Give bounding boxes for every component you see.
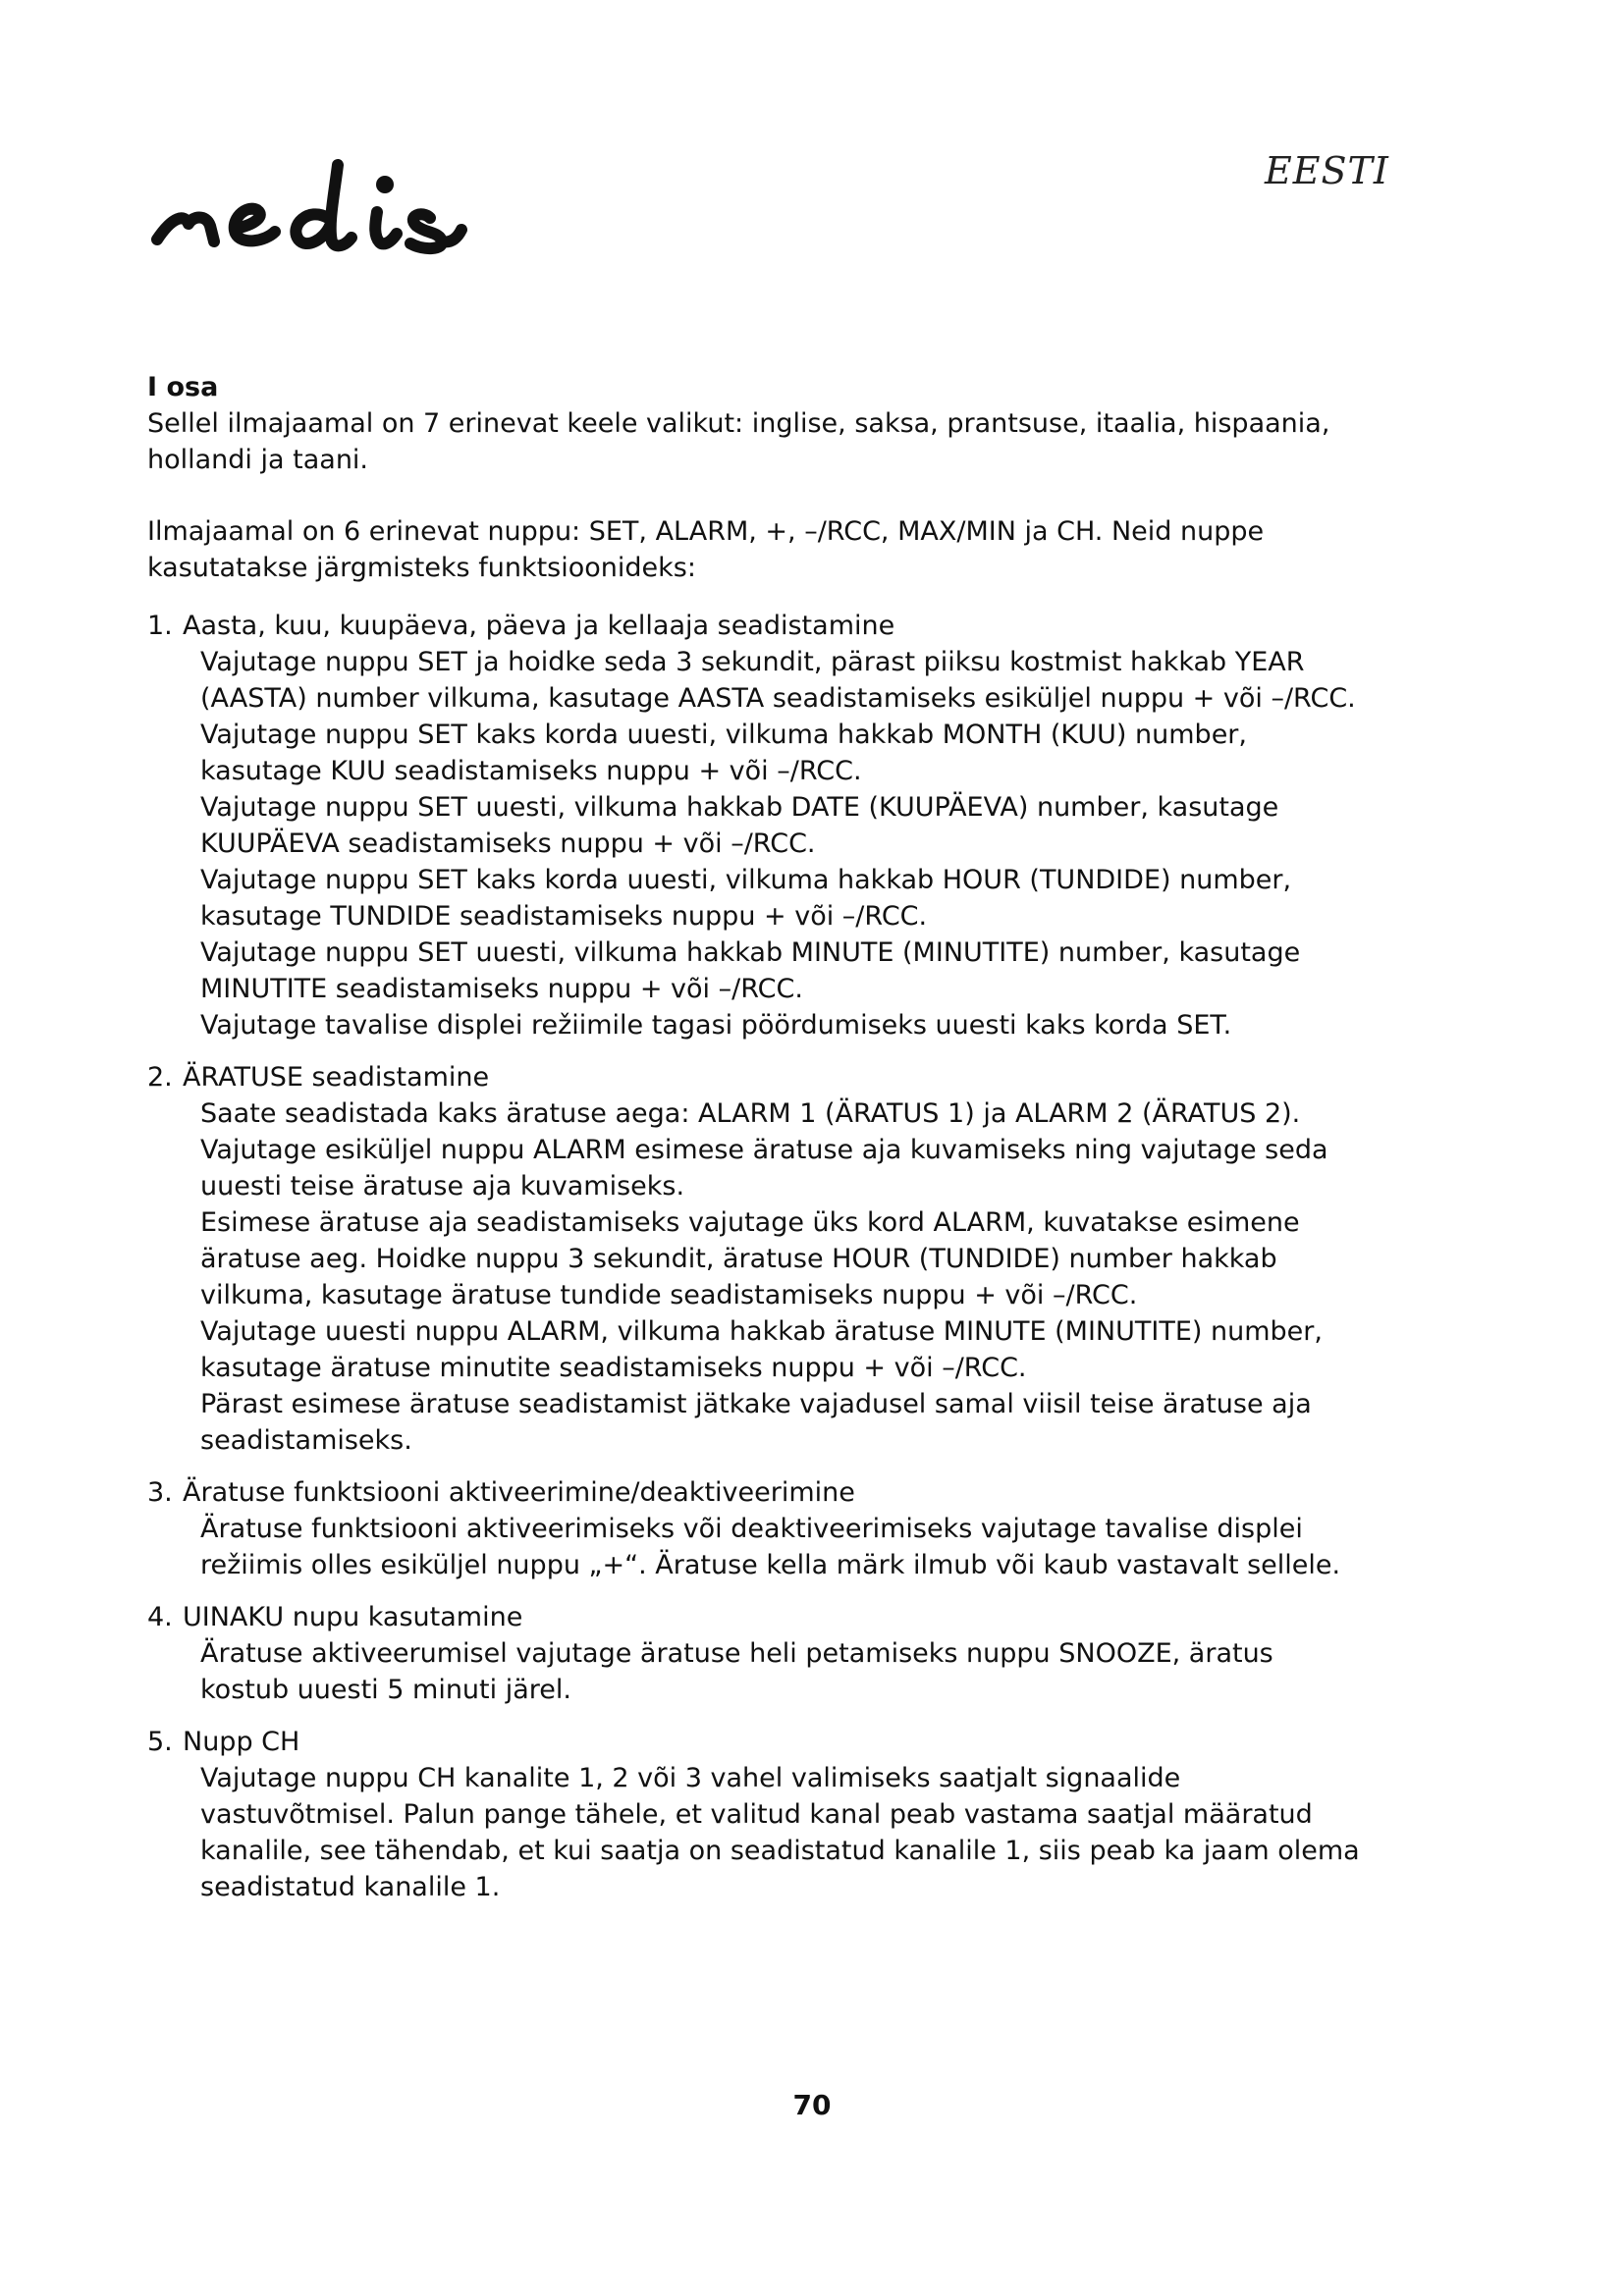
page-number: 70 bbox=[792, 2089, 832, 2121]
step-body bbox=[200, 1095, 1365, 1459]
step-title-row bbox=[147, 1059, 1365, 1095]
step-title: Aasta, kuu, kuupäeva, päeva ja kellaaja seadistamine bbox=[183, 611, 895, 641]
step-paragraph: Äratuse funktsiooni aktiveerimiseks või deaktiveerimiseks vajutage tavalise displei režiimis olles esiküljel nuppu „+“. Äratuse kella märk ilmub või kaub vastavalt sellele. bbox=[200, 1514, 1341, 1580]
language-label: EESTI bbox=[1265, 149, 1389, 192]
step-title: Nupp CH bbox=[183, 1727, 300, 1757]
step-item bbox=[147, 608, 1365, 1043]
step-item bbox=[147, 1474, 1365, 1583]
step-body bbox=[200, 1635, 1365, 1708]
step-paragraph: Esimese äratuse aja seadistamiseks vajutage üks kord ALARM, kuvatakse esimene äratuse aeg. Hoidke nuppu 3 sekundit, äratuse HOUR (TUNDIDE) number hakkab vilkuma, kasutage äratuse tundide seadistamiseks nuppu + või –/RCC. bbox=[200, 1207, 1300, 1310]
intro-paragraph-1: Sellel ilmajaamal on 7 erinevat keele valikut: inglise, saksa, prantsuse, itaalia, hispaania, hollandi ja taani. bbox=[147, 408, 1330, 475]
step-paragraph: Pärast esimese äratuse seadistamist jätkake vajadusel samal viisil teise äratuse aja seadistamiseks. bbox=[200, 1389, 1312, 1456]
step-paragraph: Vajutage nuppu CH kanalite 1, 2 või 3 vahel valimiseks saatjalt signaalide vastuvõtmisel. Palun pange tähele, et valitud kanal peab vastama saatjal määratud kanalile, see tähendab, et kui saatja on seadistatud kanalile 1, siis peab ka jaam olema seadistatud kanalile 1. bbox=[200, 1763, 1360, 1902]
step-paragraph: Vajutage nuppu SET uuesti, vilkuma hakkab DATE (KUUPÄEVA) number, kasutage KUUPÄEVA seadistamiseks nuppu + või –/RCC. bbox=[200, 792, 1279, 859]
step-title: ÄRATUSE seadistamine bbox=[183, 1062, 490, 1093]
step-body bbox=[200, 1760, 1365, 1905]
step-number: 3. bbox=[147, 1477, 173, 1508]
intro-paragraph-2: Ilmajaamal on 6 erinevat nuppu: SET, ALARM, +, –/RCC, MAX/MIN ja CH. Neid nuppe kasutatakse järgmisteks funktsioonideks: bbox=[147, 516, 1265, 583]
nedis-logo bbox=[145, 147, 577, 265]
manual-content bbox=[147, 369, 1365, 1921]
step-body bbox=[200, 644, 1365, 1043]
step-paragraph: Vajutage tavalise displei režiimile tagasi pöördumiseks uuesti kaks korda SET. bbox=[200, 1010, 1232, 1041]
step-item bbox=[147, 1724, 1365, 1905]
step-paragraph: Vajutage nuppu SET ja hoidke seda 3 sekundit, pärast piiksu kostmist hakkab YEAR (AASTA) number vilkuma, kasutage AASTA seadistamiseks esiküljel nuppu + või –/RCC. bbox=[200, 647, 1356, 714]
step-paragraph: Saate seadistada kaks äratuse aega: ALARM 1 (ÄRATUS 1) ja ALARM 2 (ÄRATUS 2). bbox=[200, 1098, 1301, 1129]
section-heading: I osa bbox=[147, 372, 219, 402]
step-paragraph: Vajutage nuppu SET uuesti, vilkuma hakkab MINUTE (MINUTITE) number, kasutage MINUTITE seadistamiseks nuppu + või –/RCC. bbox=[200, 937, 1301, 1004]
step-paragraph: Vajutage esiküljel nuppu ALARM esimese äratuse aja kuvamiseks ning vajutage seda uuesti teise äratuse aja kuvamiseks. bbox=[200, 1135, 1328, 1201]
step-paragraph: Vajutage nuppu SET kaks korda uuesti, vilkuma hakkab MONTH (KUU) number, kasutage KUU seadistamiseks nuppu + või –/RCC. bbox=[200, 720, 1247, 786]
step-title-row bbox=[147, 1599, 1365, 1635]
step-title-row bbox=[147, 1724, 1365, 1760]
step-number: 4. bbox=[147, 1602, 173, 1632]
step-item bbox=[147, 1059, 1365, 1459]
step-title-row bbox=[147, 1474, 1365, 1511]
step-number: 1. bbox=[147, 611, 173, 641]
step-paragraph: Vajutage uuesti nuppu ALARM, vilkuma hakkab äratuse MINUTE (MINUTITE) number, kasutage äratuse minutite seadistamiseks nuppu + või –/RCC. bbox=[200, 1316, 1323, 1383]
step-title-row bbox=[147, 608, 1365, 644]
step-number: 2. bbox=[147, 1062, 173, 1093]
step-item bbox=[147, 1599, 1365, 1708]
step-body bbox=[200, 1511, 1365, 1583]
steps-list bbox=[147, 608, 1365, 1905]
step-paragraph: Vajutage nuppu SET kaks korda uuesti, vilkuma hakkab HOUR (TUNDIDE) number, kasutage TUNDIDE seadistamiseks nuppu + või –/RCC. bbox=[200, 865, 1292, 932]
step-number: 5. bbox=[147, 1727, 173, 1757]
step-title: UINAKU nupu kasutamine bbox=[183, 1602, 523, 1632]
step-paragraph: Äratuse aktiveerumisel vajutage äratuse heli petamiseks nuppu SNOOZE, äratus kostub uuesti 5 minuti järel. bbox=[200, 1638, 1273, 1705]
step-title: Äratuse funktsiooni aktiveerimine/deaktiveerimine bbox=[183, 1477, 855, 1508]
